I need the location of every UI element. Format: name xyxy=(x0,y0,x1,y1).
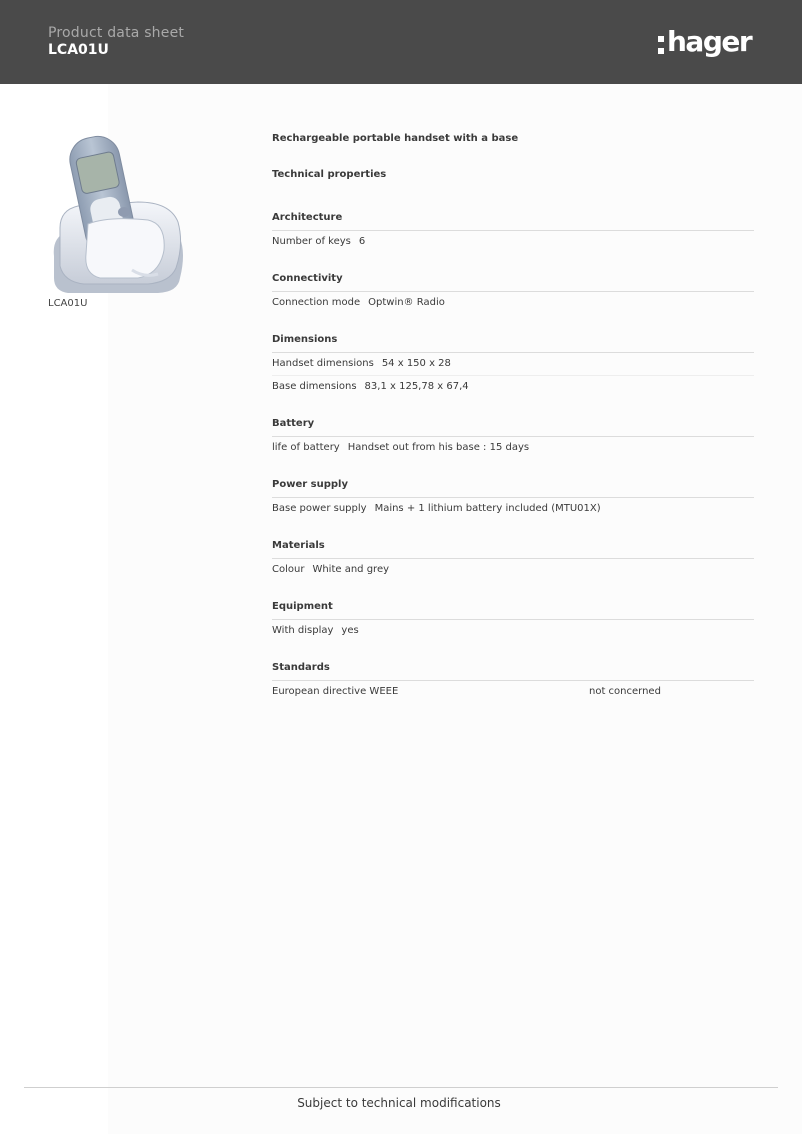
property-label: Connection mode xyxy=(272,297,361,308)
property-group-equipment xyxy=(272,599,754,642)
product-reference: LCA01U xyxy=(48,42,109,58)
product-title: Rechargeable portable handset with a base xyxy=(272,133,519,144)
property-group-power-supply xyxy=(272,477,754,520)
group-title: Architecture xyxy=(272,210,754,231)
property-label: With display xyxy=(272,625,334,636)
technical-content xyxy=(272,132,754,703)
property-group-battery xyxy=(272,416,754,459)
property-value: 54 x 150 x 28 xyxy=(381,358,451,369)
group-title: Equipment xyxy=(272,599,754,620)
property-row xyxy=(272,559,754,581)
group-title: Materials xyxy=(272,538,754,559)
property-label: Handset dimensions xyxy=(272,358,374,369)
property-group-materials xyxy=(272,538,754,581)
property-label: Colour xyxy=(272,564,305,575)
logo-dots-icon xyxy=(658,36,664,54)
property-label: Base power supply xyxy=(272,503,367,514)
property-row xyxy=(272,231,754,253)
property-label: Base dimensions xyxy=(272,381,357,392)
group-title: Battery xyxy=(272,416,754,437)
property-group-dimensions xyxy=(272,332,754,398)
group-title: Power supply xyxy=(272,477,754,498)
property-value: Mains + 1 lithium battery included (MTU01X) xyxy=(374,503,601,514)
footer-note: Subject to technical modifications xyxy=(297,1096,501,1110)
property-value: Handset out from his base : 15 days xyxy=(347,442,530,453)
property-label: Number of keys xyxy=(272,236,351,247)
property-group-connectivity xyxy=(272,271,754,314)
property-value: Optwin® Radio xyxy=(368,297,445,308)
product-image-caption: LCA01U xyxy=(48,298,88,309)
property-row xyxy=(272,681,754,703)
property-row xyxy=(272,437,754,459)
property-value: 6 xyxy=(358,236,366,247)
property-row xyxy=(272,353,754,376)
brand-logo xyxy=(658,22,751,62)
property-label: life of battery xyxy=(272,442,340,453)
technical-properties-heading: Technical properties xyxy=(272,169,387,180)
property-value: yes xyxy=(341,625,359,636)
page-header xyxy=(0,0,802,84)
property-row xyxy=(272,376,754,398)
property-value: White and grey xyxy=(312,564,390,575)
property-value: 83,1 x 125,78 x 67,4 xyxy=(364,381,469,392)
document-type-label: Product data sheet xyxy=(48,25,185,41)
property-group-standards xyxy=(272,660,754,703)
brand-wordmark: hager xyxy=(667,25,752,58)
property-label: European directive WEEE xyxy=(272,686,399,697)
property-row xyxy=(272,292,754,314)
group-title: Connectivity xyxy=(272,271,754,292)
property-group-architecture xyxy=(272,210,754,253)
property-row xyxy=(272,498,754,520)
property-value: not concerned xyxy=(589,686,661,697)
footer-divider xyxy=(24,1087,778,1088)
property-row xyxy=(272,620,754,642)
group-title: Dimensions xyxy=(272,332,754,353)
group-title: Standards xyxy=(272,660,754,681)
product-photo xyxy=(48,128,188,298)
